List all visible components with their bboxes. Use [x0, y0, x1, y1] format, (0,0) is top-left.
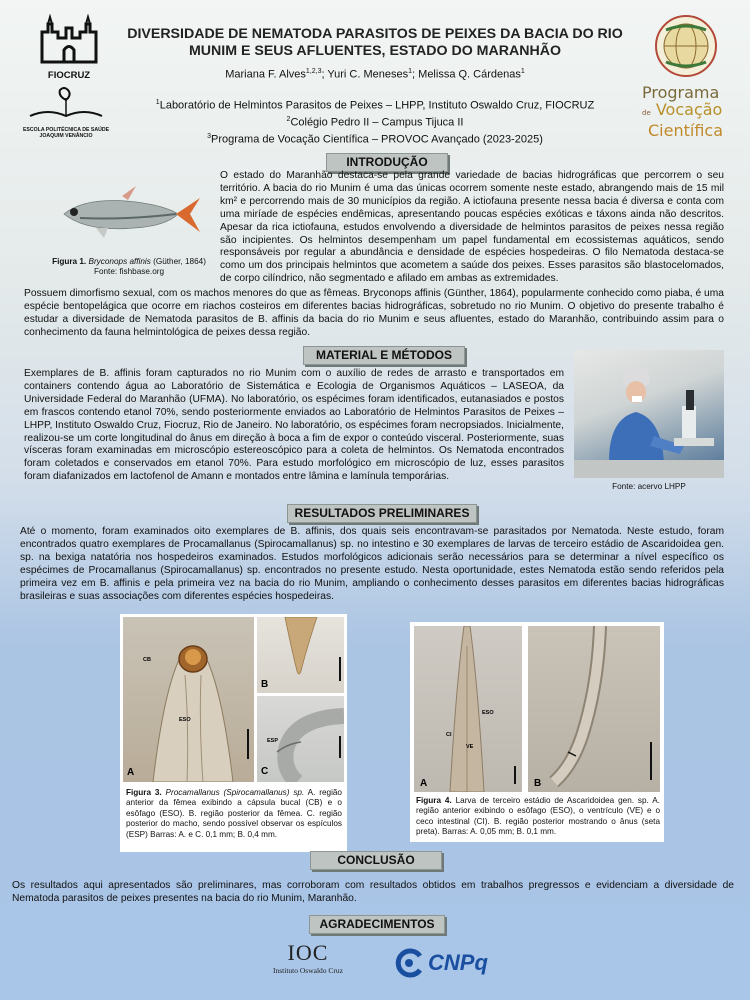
fig3-panel-label-b: B: [261, 679, 269, 690]
provoc-emblem: [652, 12, 720, 80]
fig4-panel-b: [528, 626, 660, 792]
title-line-1: DIVERSIDADE DE NEMATODA PARASITOS DE PEIXES DA BACIA DO RIO: [127, 26, 623, 42]
epsjv-logo: [20, 86, 112, 146]
fig4b-micrograph: [528, 626, 660, 792]
fig4b-scale-bar: [650, 742, 652, 780]
fig1-label: Figura 1.: [52, 257, 87, 266]
lab-photo: [574, 350, 724, 478]
ioc-wordmark: IOC: [287, 940, 329, 965]
poster-title: [120, 26, 630, 60]
author-name: Yuri C. Meneses: [327, 68, 409, 81]
fig1-caption-line: [40, 257, 218, 267]
epsjv-name-line1: ESCOLA POLITÉCNICA DE SAÚDE: [22, 127, 110, 133]
affiliation-text: Programa de Vocação Científica – PROVOC Avançado (2023-2025): [211, 133, 543, 146]
affiliation-sup: 2: [286, 116, 291, 124]
fig4-panel-label-a: A: [420, 778, 428, 789]
lab-photo-source: Fonte: acervo LHPP: [612, 482, 686, 491]
fig3-caption-label: Figura 3.: [126, 788, 162, 797]
affiliation-sup: 1: [155, 99, 160, 106]
fig4-label-ci: CI: [446, 732, 452, 738]
fig1-source: Fonte: fishbase.org: [93, 267, 165, 277]
fig4-panel-a: [414, 626, 522, 792]
results-paragraph: Até o momento, foram examinados oito exemplares de B. affinis, dos quais seis encontravam-se parasitados por Nematoda. Neste estudo, foram encontrados quatro exemplares de Procamallanus (Spirocamallanus) sp. no intestino e 30 exemplares de larvas de terceiro estádio de Ascaridoidea gen. sp. na bexiga natatória nos hospedeiros examinados. Estudos morfológicos adicionais serão necessários para se determinar a nível específico os espécimes de Procamallanus (Spirocamallanus) sp. encontrados no presente estudo. Nesta oportunidade, estes Nematoda estão sendo referidos pela primeira vez em B. affinis e pela primeira vez na bacia do rio Munim, ampliando o conhecimento desses parasitos em diferentes bacias hidrográficas brasileiras e suas associações com diferentes espécies hospedeiras.: [20, 526, 724, 602]
fig1-caption: [40, 257, 218, 278]
fig4-label-eso: ESO: [482, 710, 494, 716]
affiliation-text: Colégio Pedro II – Campus Tijuca II: [290, 116, 464, 129]
provoc-logo: [642, 84, 742, 144]
affiliation-line: [120, 130, 630, 147]
provoc-word-2: Vocação: [655, 100, 723, 119]
affiliation-sup: 3: [207, 133, 212, 141]
affiliation-line: [120, 96, 630, 113]
fig3-label-esp: ESP: [267, 738, 279, 744]
fig3-label-eso: ESO: [179, 717, 191, 723]
fig3-caption: [126, 788, 342, 840]
epsjv-name-line2: JOAQUIM VENÂNCIO: [39, 133, 93, 139]
fig3-panel-b: [257, 617, 344, 693]
fiocruz-castle-icon: [38, 14, 100, 64]
cnpq-logo: [394, 944, 514, 984]
fig3-label-cb: CB: [143, 657, 151, 663]
author-name: Melissa Q. Cárdenas: [418, 68, 521, 81]
book-spiral-icon: [20, 86, 112, 122]
researcher-at-microscope: [574, 350, 724, 478]
fig4-panel-label-b: B: [534, 778, 542, 789]
fig1-species: Bryconops affinis: [88, 257, 151, 266]
cnpq-wordmark: CNPq: [428, 950, 488, 975]
fig3-panel-a: [123, 617, 254, 782]
ioc-logo: [248, 940, 368, 990]
results-heading: RESULTADOS PRELIMINARES: [287, 504, 477, 523]
author-name: Mariana F. Alves: [225, 68, 306, 81]
fig3b-micrograph: [257, 617, 344, 693]
conclusion-heading: CONCLUSÃO: [310, 851, 442, 870]
provoc-line-2: [642, 101, 742, 122]
affiliation-line: [120, 113, 630, 130]
provoc-word-3: Científica: [648, 121, 723, 140]
fig3-panel-label-a: A: [127, 767, 135, 778]
fig4-caption-label: Figura 4.: [416, 796, 452, 805]
globe-emblem-icon: [652, 12, 720, 80]
fig3a-micrograph: [123, 617, 254, 782]
fish-figure: [56, 184, 204, 252]
provoc-word-1: Programa: [642, 83, 720, 102]
fig1-author: (Güther, 1864): [153, 257, 206, 266]
fiocruz-wordmark: FIOCRUZ: [47, 70, 91, 81]
acknowledgements-heading: AGRADECIMENTOS: [309, 915, 445, 934]
methods-heading: MATERIAL E MÉTODOS: [303, 346, 465, 365]
intro-paragraph-right: O estado do Maranhão destaca-se pela grande variedade de bacias hidrográficas que percorrem o seu território. A bacia do rio Munim é uma das únicas ocorrem somente neste estado, abrangendo mais de 15 mil km² e percorrendo mais de 30 municípios da região. A ictiofauna presente nessa bacia é diversa e conta com uma miríade de espécies endêmicas, apresentando poucas espécies exóticas e táxons ainda não descritos. Apesar da rica ictiofauna, estudos envolvendo a diversidade de helmintos parasitos de peixes nessa região são incipientes. Os helmintos desempenham um papel fundamental em ecossistemas aquáticos, sendo responsáveis por regular a abundância e densidade de espécies hospedeiras. O filo Nematoda destaca-se como um dos principais helmintos que acometem a saúde dos peixes. Esses parasitos são blastocelomados, de corpo cilíndrico, não segmentado e afilado em ambas as extremidades.: [220, 170, 724, 285]
figure-4: [410, 622, 664, 842]
provoc-de: de: [642, 109, 651, 117]
fig3c-scale-bar: [339, 736, 341, 758]
conclusion-paragraph: Os resultados aqui apresentados são preliminares, mas corroboram com resultados obtidos em trabalhos pregressos e evidenciam a diversidade de Nematoda parasitos de peixes presentes na bacia do rio Munim, Maranhão.: [12, 880, 734, 904]
intro-paragraph-full: Possuem dimorfismo sexual, com os machos menores do que as fêmeas. Bryconops affinis (Günther, 1864), popularmente conhecido como piaba, é uma espécie bentopelágica que ocorre em riachos costeiros em diferentes bacias hidrográficas, sobretudo no rio Munim. O objetivo do presente trabalho é estudar a diversidade de Nematoda parasitos de B. affinis da bacia do rio Munim e seus afluentes, estado do Maranhão, contribuindo assim para o conhecimento da fauna helmintológica de peixes dessa região.: [24, 288, 724, 338]
methods-paragraph: Exemplares de B. affinis foram capturados no rio Munim com o auxílio de redes de arrasto e transportados em containers contendo água ao Laboratório de Sistemática e Ecologia de Organismos Aquáticos – LASEOA, da Universidade Federal do Maranhão (UFMA). No laboratório, os espécimes foram identificados, eutanasiados e postos em frascos contendo etanol 70%, sendo posteriormente enviados ao Laboratório de Helmintos Parasitos de Peixes – LHPP, Instituto Oswaldo Cruz, Fiocruz, Rio de Janeiro. No laboratório, os espécimes foram necropsiados. Inicialmente, realizou-se um corte longitudinal do ânus em direção à boca a fim de expor o conteúdo visceral. Posteriormente, suas vísceras foram examinadas em microscópio estereoscópico para a coleta de helmintos. Os Nematoda encontrados foram coletados e conservados em etanol 70%. Para estudo morfológico em microscópio de luz, esses parasitos foram diafanizados em lactofenol de Amann e montados entre lâmina e lamínula temporárias.: [24, 368, 564, 483]
intro-heading: INTRODUÇÃO: [326, 153, 448, 172]
fish-illustration: [56, 184, 204, 248]
fig3-caption-taxon: Procamallanus (Spirocamallanus) sp.: [165, 788, 305, 797]
fig4-caption-text: Larva de terceiro estádio de Ascaridoidea gen. sp. A. região anterior exibindo o esôfago (ESO), o ventrículo (VE) e o ceco intestinal (CI). B. região posterior mostrando o ânus (seta preta). Barras: A. 0,05 mm; B. 0,1 mm.: [416, 796, 660, 837]
author-list: Mariana F. Alves$^{1,2,3}$; Yuri C. Meneses$^1$; Melissa Q. Cárdenas$^1$: [225, 68, 525, 81]
fiocruz-logo: [38, 14, 100, 81]
author-sup: 1,2,3: [305, 68, 322, 75]
fig3a-scale-bar: [247, 729, 249, 759]
fig3b-scale-bar: [339, 657, 341, 681]
fig4a-scale-bar: [514, 766, 516, 784]
title-line-2: MUNIM E SEUS AFLUENTES, ESTADO DO MARANHÃO: [188, 43, 562, 59]
cnpq-symbol-icon: [394, 948, 424, 978]
fig3-caption-text: A. região anterior da fêmea exibindo a cápsula bucal (CB) e o esôfago (ESO). B. região posterior da fêmea. C. região posterior do macho, sendo possível observar os espículos (ESP) Barras: A. e C. 0,1 mm; B. 0,4 mm.: [126, 788, 342, 839]
affiliation-text: Laboratório de Helmintos Parasitos de Peixes – LHPP, Instituto Oswaldo Cruz, FIOCRUZ: [159, 99, 595, 112]
author-sup: 1: [520, 68, 525, 75]
author-sup: 1: [408, 68, 413, 75]
affiliations: [120, 96, 630, 147]
fig4-label-ve: VE: [466, 744, 474, 750]
fig3-panel-label-c: C: [261, 766, 269, 777]
fig4a-micrograph: [414, 626, 522, 792]
fig4-caption: [416, 796, 660, 838]
ioc-subtitle: Instituto Oswaldo Cruz: [273, 966, 343, 975]
fig3-panel-c: [257, 696, 344, 782]
figure-3: [120, 614, 347, 852]
